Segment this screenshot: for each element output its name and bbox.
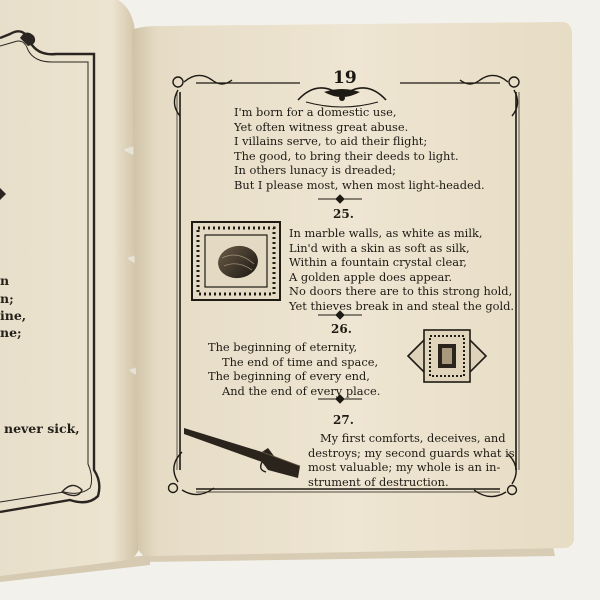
riddle-number: 26. [331,322,352,336]
left-page-fragment: n [0,273,10,288]
riddle-text: I'm born for a domestic use, Yet often witness great abuse. I villains serve, to aid their flight; The good, to bring their deeds to light. In others lunacy is dreaded; But I please most, when most light-headed. [234,105,485,192]
left-page-fragment: ne; [0,325,22,340]
page-number: 19 [333,68,357,88]
riddle-text: In marble walls, as white as milk, Lin'd with a skin as soft as silk, Within a fountain crystal clear, A golden apple does appear. No doors there are to this strong hold, Yet thieves break in and steal the gold. [289,226,515,313]
riddle-number: 25. [333,207,354,221]
left-page-fragment: n; [0,291,14,306]
riddle-number: 27. [333,413,354,427]
left-page-fragment: never sick, [4,421,80,436]
riddle-text: My first comforts, deceives, and destroys; my second guards what is most valuable; my whole is an in- strument of destruction. [308,431,515,489]
riddle-text: The beginning of eternity, The end of time and space, The beginning of every end, And the end of every place. [208,340,381,398]
left-page-fragment: ine, [0,308,27,323]
